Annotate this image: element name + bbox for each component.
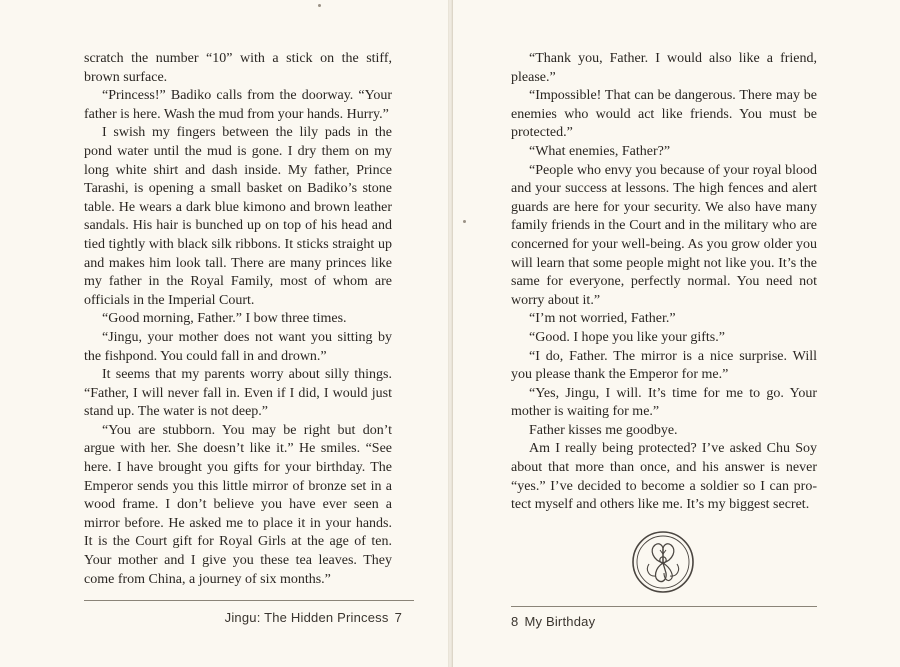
- paragraph: “Good morning, Father.” I bow three times.: [102, 311, 347, 327]
- paragraph: “I do, Father. The mirror is a nice surprise. Will you please thank the Emperor for me.”: [511, 348, 817, 383]
- paper-speck: [318, 4, 321, 7]
- right-page: [452, 0, 900, 667]
- left-page-body: [84, 50, 392, 589]
- paragraph: “Yes, Jingu, I will. It’s time for me to go. Your mother is waiting for me.”: [511, 385, 817, 420]
- page-number: 8: [511, 614, 519, 629]
- family-crest-emblem-icon: [631, 530, 695, 594]
- paragraph: “Good. I hope you like your gifts.”: [529, 329, 725, 345]
- paragraph: “People who envy you because of your royal blood and your success at lessons. The high fences and alert guards are here for your security. We also have many family friends in the Court and in the military who are concerned for your well-being. As you grow older you will learn that some people might not like you. It’s the same for everyone, perfectly normal. You need not worry about it.”: [511, 162, 817, 308]
- left-page-footer: [225, 610, 408, 625]
- paragraph: “Thank you, Father. I would also like a friend, please.”: [511, 51, 817, 85]
- paragraph: Father kisses me goodbye.: [529, 422, 678, 438]
- page-number: 7: [394, 610, 402, 625]
- paper-speck: [463, 220, 466, 223]
- running-title: My Birthday: [524, 614, 596, 629]
- footer-rule: [511, 606, 817, 607]
- footer-rule: [84, 600, 414, 601]
- paragraph: “Impossible! That can be dangerous. There may be enemies who would act like friends. You must be protected.”: [511, 88, 817, 141]
- paragraph: “What enemies, Father?”: [529, 143, 671, 159]
- paragraph: “I’m not worried, Father.”: [529, 311, 676, 327]
- paragraph: It seems that my parents worry about silly things. “Father, I will never fall in. Even if I did, I would just stand up. The water is not deep.”: [84, 367, 392, 420]
- paragraph: “Princess!” Badiko calls from the doorway. “Your father is here. Wash the mud from your hands. Hurry.”: [84, 88, 392, 122]
- right-page-body: [511, 50, 817, 515]
- paragraph: “You are stubborn. You may be right but don’t argue with her. She doesn’t like it.” He smiles. “See here. I have brought you gifts for your birthday. The Emperor sends you this little mirror of bronze set in a wood frame. I don’t believe you have ever seen a mirror before. He asked me to place it in your hands. It is the Court gift for Royal Girls at the age of ten. Your mother and I give you these tea leaves. They come from China, a journey of six months.”: [84, 422, 392, 587]
- running-title: Jingu: The Hidden Princess: [224, 610, 389, 625]
- paragraph: I swish my fingers between the lily pads in the pond water until the mud is gone. I dry them on my long white shirt and dash inside. My father, Prince Tarashi, is opening a small basket on Badiko’s stone table. He wears a dark blue kimono and brown leather sandals. His hair is bunched up on top of his head and tied tightly with black silk ribbons. It sticks straight up and makes him look tall. There are many princes like my father in the Royal Family, most of whom are officials in the Imperial Court.: [84, 125, 392, 308]
- right-page-footer: [511, 614, 595, 629]
- paragraph: scratch the number “10” with a stick on the stiff, brown surface.: [84, 51, 392, 85]
- paragraph: “Jingu, your mother does not want you sitting by the fishpond. You could fall in and drown.”: [84, 329, 392, 364]
- left-page: [0, 0, 449, 667]
- paragraph: Am I really being protected? I’ve asked Chu Soy about that more than once, and his answer is never “yes.” I’ve decided to become a soldier so I can protect myself and others like me. It’s my biggest secret.: [511, 441, 817, 513]
